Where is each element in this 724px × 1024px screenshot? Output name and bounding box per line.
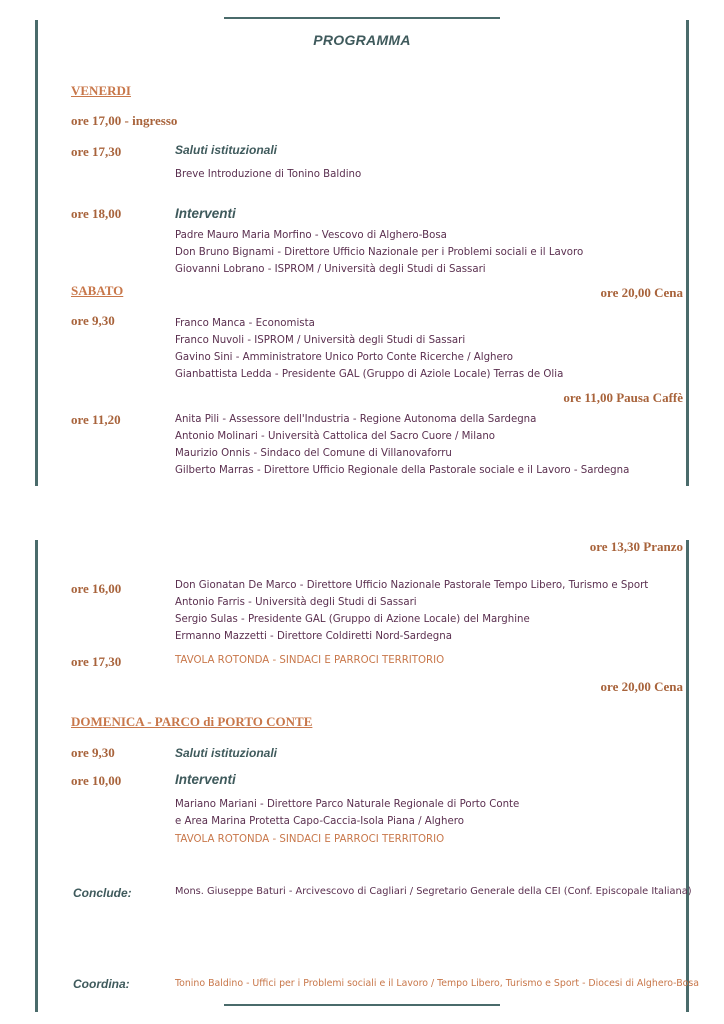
tavola-rotonda-domenica: TAVOLA ROTONDA - SINDACI E PARROCI TERRITORIO — [175, 834, 445, 845]
time-pausa-caffe: ore 11,00 Pausa Caffè — [563, 390, 683, 405]
program-line: Gilberto Marras - Direttore Ufficio Regionale della Pastorale sociale e il Lavoro - Sardegna — [175, 465, 630, 476]
conclude-label: Conclude: — [73, 886, 132, 900]
bottom-rule — [224, 1004, 500, 1006]
left-border-top — [35, 20, 38, 486]
conclude-text: Mons. Giuseppe Baturi - Arcivescovo di Cagliari / Segretario Generale della CEI (Conf. Episcopale Italiana) — [175, 886, 692, 897]
program-line: Franco Nuvoli - ISPROM / Università degli Studi di Sassari — [175, 335, 466, 346]
coordina-text: Tonino Baldino - Uffici per i Problemi sociali e il Lavoro / Tempo Libero, Turismo e Sport - Diocesi di Alghero-Bosa — [175, 978, 699, 989]
left-border-bottom — [35, 540, 38, 1012]
program-line: Sergio Sulas - Presidente GAL (Gruppo di Azione Locale) del Marghine — [175, 614, 530, 625]
time-pranzo: ore 13,30 Pranzo — [589, 539, 683, 554]
program-line: Giovanni Lobrano - ISPROM / Università degli Studi di Sassari — [175, 264, 486, 275]
time-sabato-1120: ore 11,20 — [71, 412, 121, 427]
right-border-top — [686, 20, 689, 486]
program-line: Don Gionatan De Marco - Direttore Ufficio Nazionale Pastorale Tempo Libero, Turismo e Sport — [175, 580, 649, 591]
day-heading-sabato: SABATO — [71, 283, 124, 298]
time-venerdi-1730: ore 17,30 — [71, 144, 122, 159]
program-line: e Area Marina Protetta Capo-Caccia-Isola Piana / Alghero — [175, 816, 464, 827]
program-line: Antonio Molinari - Università Cattolica del Sacro Cuore / Milano — [175, 431, 496, 442]
time-sabato-1600: ore 16,00 — [71, 581, 122, 596]
program-line: Padre Mauro Maria Morfino - Vescovo di Alghero-Bosa — [175, 230, 447, 241]
section-interventi-domenica: Interventi — [175, 772, 236, 787]
program-line: Don Bruno Bignami - Direttore Ufficio Nazionale per i Problemi sociali e il Lavoro — [175, 247, 584, 258]
program-line: Mariano Mariani - Direttore Parco Naturale Regionale di Porto Conte — [175, 799, 520, 810]
top-rule — [224, 17, 500, 19]
coordina-label: Coordina: — [73, 977, 130, 991]
section-interventi-venerdi: Interventi — [175, 206, 236, 221]
day-heading-domenica: DOMENICA - PARCO di PORTO CONTE — [71, 714, 313, 729]
program-line: Gianbattista Ledda - Presidente GAL (Gruppo di Aziole Locale) Terras de Olia — [175, 369, 564, 380]
tavola-rotonda-sabato: TAVOLA ROTONDA - SINDACI E PARROCI TERRITORIO — [175, 655, 445, 666]
time-domenica-930: ore 9,30 — [71, 745, 115, 760]
program-line: Ermanno Mazzetti - Direttore Coldiretti Nord-Sardegna — [175, 631, 452, 642]
day-heading-venerdi: VENERDI — [71, 83, 131, 98]
time-sabato-1730: ore 17,30 — [71, 654, 122, 669]
program-line: Franco Manca - Economista — [175, 318, 315, 329]
time-domenica-1000: ore 10,00 — [71, 773, 122, 788]
program-line: Gavino Sini - Amministratore Unico Porto Conte Ricerche / Alghero — [175, 352, 513, 363]
page-title: PROGRAMMA — [313, 32, 411, 48]
time-venerdi-1800: ore 18,00 — [71, 206, 122, 221]
time-sabato-cena: ore 20,00 Cena — [600, 679, 683, 694]
section-saluti-venerdi: Saluti istituzionali — [175, 143, 278, 157]
right-border-bottom — [686, 540, 689, 1012]
program-line: Breve Introduzione di Tonino Baldino — [175, 169, 362, 180]
section-saluti-domenica: Saluti istituzionali — [175, 746, 278, 760]
time-venerdi-cena: ore 20,00 Cena — [600, 285, 683, 300]
time-sabato-930: ore 9,30 — [71, 313, 115, 328]
time-ingresso: ore 17,00 - ingresso — [71, 113, 178, 128]
program-line: Antonio Farris - Università degli Studi di Sassari — [175, 597, 417, 608]
program-line: Maurizio Onnis - Sindaco del Comune di Villanovaforru — [175, 448, 452, 459]
program-line: Anita Pili - Assessore dell'Industria - Regione Autonoma della Sardegna — [175, 414, 537, 425]
